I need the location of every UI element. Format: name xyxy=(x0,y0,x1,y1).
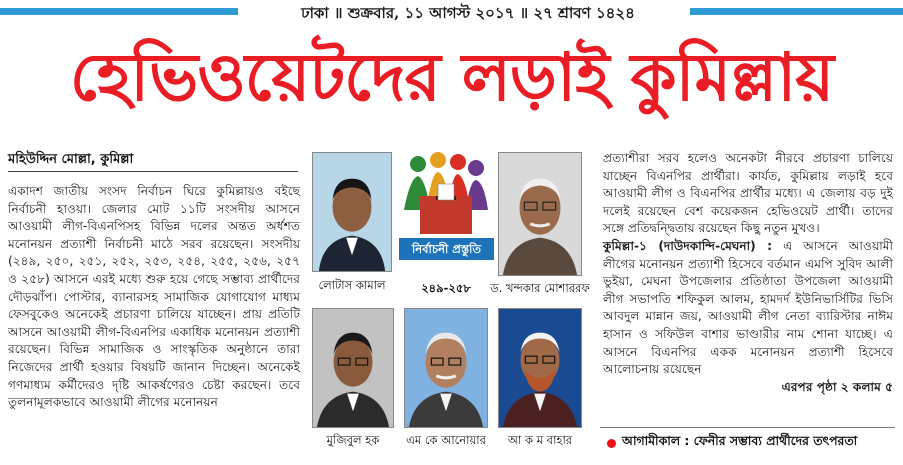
photo-caption: ড. খন্দকার মোশাররফ xyxy=(490,281,590,295)
seat-range: ২৪৯-২৫৮ xyxy=(421,281,471,295)
headline: হেভিওয়েটদের লড়াই কুমিল্লায় xyxy=(69,38,834,116)
article-column-left xyxy=(8,183,300,412)
photo-khandaker-mosharraf xyxy=(498,152,582,276)
portrait-image xyxy=(313,153,391,271)
portrait-image xyxy=(499,153,581,275)
portrait-image xyxy=(405,309,487,427)
masthead-rule-left xyxy=(0,8,238,15)
photo-caption: মুজিবুল হক xyxy=(326,433,380,447)
photo-caption: এম কে আনোয়ার xyxy=(406,433,486,447)
next-day-teaser: আগামীকাল : ফেনীর সম্ভাব্য প্রার্থীদের তৎপরতা xyxy=(622,433,858,448)
photo-caption: লোটাস কামাল xyxy=(318,278,386,292)
portrait-image xyxy=(499,309,581,427)
constituency-text: এ আসনে আওয়ামী লীগের মনোনয়ন প্রত্যাশী হিসেবে বর্তমান এমপি সুবিদ আলী ভুইয়া, মেঘনা উপজেলার প্রতিষ্ঠাতা উপজেলা আওয়ামী লীগ সভাপতি শফিকুল আলম, হামদর্দ ইউনিভার্সিটির ভিসি আবদুল মান্নান জয়, আওয়ামী লীগ নেতা ব্যারিস্টার নাঈম হাসান ও সফিউল বাশার ভাণ্ডারীর নাম শোনা যাচ্ছে। এ আসনে বিএনপির একক মনোনয়ন প্রত্যাশী হিসেবে আলোচনায় রয়েছেন xyxy=(603,238,893,377)
photo-lotus-kamal xyxy=(312,152,392,272)
dateline: ঢাকা ॥ শুক্রবার, ১১ আগস্ট ২০১৭ ॥ ২৭ শ্রাবণ ১৪২৪ xyxy=(301,4,635,22)
ballot-box-icon xyxy=(396,150,496,238)
bullet-icon xyxy=(607,439,616,448)
article-paragraph xyxy=(603,238,893,379)
logo-label: নির্বাচনী প্রস্তুতি xyxy=(399,238,494,260)
photo-mk-anwar xyxy=(404,308,488,428)
article-paragraph: একাদশ জাতীয় সংসদ নির্বাচন ঘিরে কুমিল্লায়ও বইছে নির্বাচনী হাওয়া। জেলার মোট ১১টি সংসদীয় আসনে আওয়ামী লীগ-বিএনপিসহ বিভিন্ন দলের অন্তত অর্ধশত মনোনয়ন প্রত্যাশী নির্বাচনী মাঠে সরব রয়েছেন। সংসদীয় (২৪৯, ২৫০, ২৫১, ২৫২, ২৫৩, ২৫৪, ২৫৫, ২৫৬, ২৫৭ ও ২৫৮) আসনে এরই মধ্যে শুরু হয়ে গেছে সম্ভাব্য প্রার্থীদের দৌড়ঝাঁপ। পোস্টার, ব্যানারসহ সামাজিক যোগাযোগ মাধ্যম ফেসবুকেও অনেকেই প্রচারণা চালিয়ে যাচ্ছেন। প্রায় প্রতিটি আসনে আওয়ামী লীগ-বিএনপির একাধিক মনোনয়ন প্রত্যাশী রয়েছেন। বিভিন্ন সামাজিক ও সাংস্কৃতিক অনুষ্ঠানে তারা নিজেদের প্রার্থী হওয়ার বিষয়টি জানান দিচ্ছেন। অনেকেই গণমাধ্যম কর্মীদেরও দৃষ্টি আকর্ষণেরও চেষ্টা করছেন। তবে তুলনামূলকভাবে আওয়ামী লীগের মনোনয়ন xyxy=(8,184,300,410)
masthead-rule-right xyxy=(690,8,903,15)
portrait-image xyxy=(313,309,393,427)
byline-rule xyxy=(8,171,298,172)
byline: মহিউদ্দিন মোল্লা, কুমিল্লা xyxy=(8,152,134,167)
teaser-rule xyxy=(600,427,895,428)
continuation-note: এরপর পৃষ্ঠা ২ কলাম ৫ xyxy=(781,379,893,394)
election-prep-logo xyxy=(396,150,496,278)
article-paragraph: প্রত্যাশীরা সরব হলেও অনেকটা নীরবে প্রচারণা চালিয়ে যাচ্ছেন বিএনপির প্রার্থীরা। কার্যত, কুমিল্লায় লড়াই হবে আওয়ামী লীগ ও বিএনপির প্রার্থীর মধ্যে। এ জেলায় বড় দুই দলেই রয়েছেন বেশ কয়েকজন হেভিওয়েট প্রার্থী। তাদের সঙ্গে প্রতিদ্বন্দ্বিতায় রয়েছেন কিছু নতুন মুখও। xyxy=(603,151,893,236)
photo-mujibul-haque xyxy=(312,308,394,428)
article-column-right xyxy=(603,150,893,396)
constituency-lead: কুমিল্লা-১ (দাউদকান্দি-মেঘনা) : xyxy=(603,238,773,253)
photo-caption: আ ক ম বাহার xyxy=(507,433,573,447)
photo-akm-bahar xyxy=(498,308,582,428)
